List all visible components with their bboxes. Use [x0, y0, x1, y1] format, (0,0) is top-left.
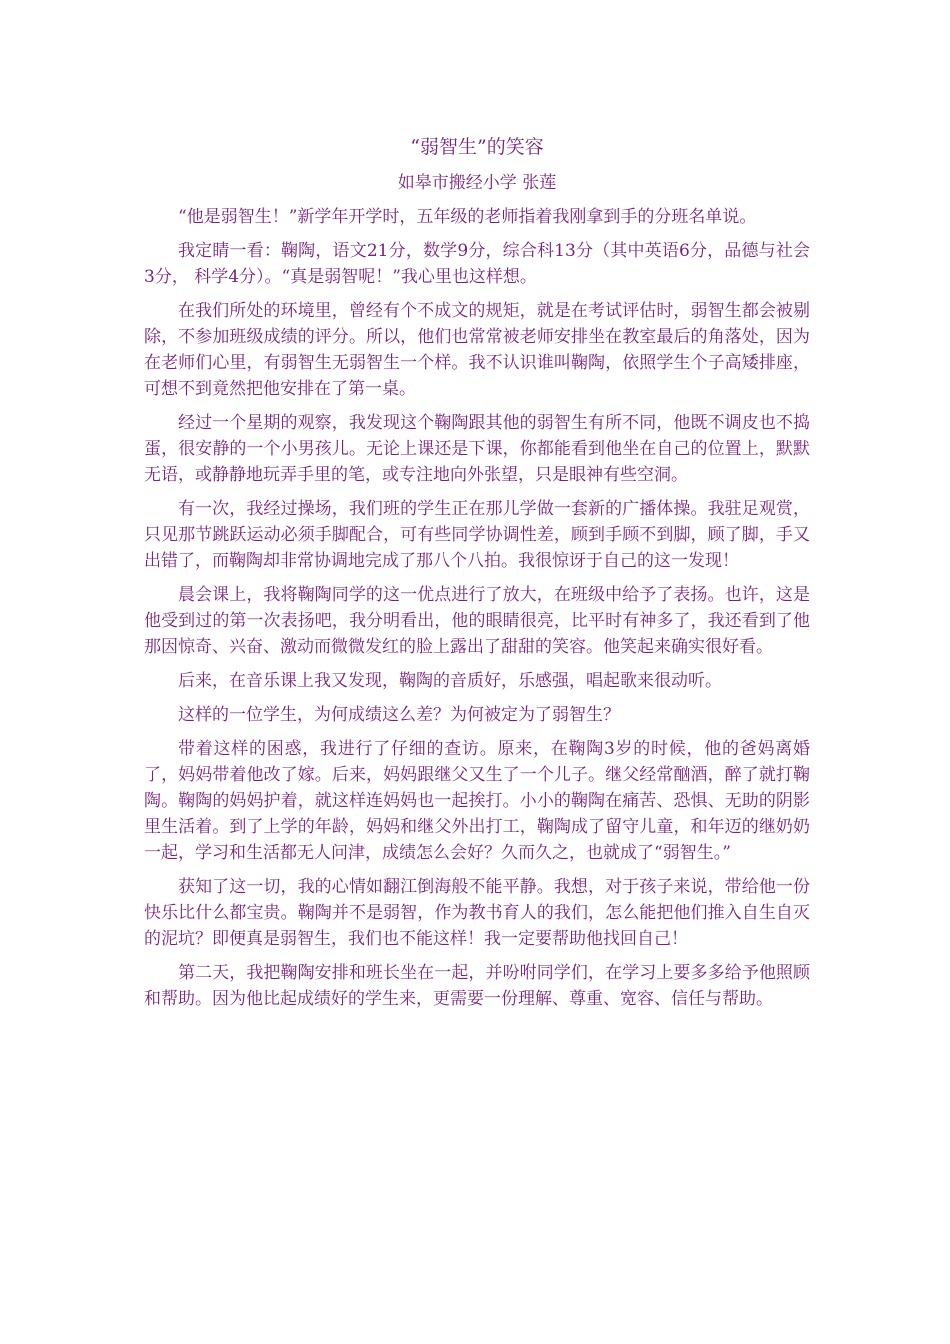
paragraph-11: 第二天，我把鞠陶安排和班长坐在一起，并吩咐同学们，在学习上要多多给予他照顾和帮助。因为他比起成绩好的学生来，更需要一份理解、尊重、宽容、信任与帮助。 [144, 963, 810, 1009]
paragraph-7: 后来，在音乐课上我又发现，鞠陶的音质好，乐感强，唱起歌来很动听。 [178, 671, 722, 691]
paragraph-8: 这样的一位学生，为何成绩这么差？为何被定为了弱智生？ [178, 705, 620, 725]
document-title: “弱智生”的笑容 [410, 136, 544, 158]
paragraph-6: 晨会课上，我将鞠陶同学的这一优点进行了放大，在班级中给予了表扬。也许，这是他受到过的第一次表扬吧，我分明看出，他的眼睛很亮，比平时有神多了，我还看到了他那因惊奇、兴奋、激动而微微发红的脸上露出了甜甜的笑容。他笑起来确实很好看。 [144, 585, 810, 657]
paragraph-4: 经过一个星期的观察，我发现这个鞠陶跟其他的弱智生有所不同，他既不调皮也不捣蛋，很安静的一个小男孩儿。无论上课还是下课，你都能看到他坐在自己的位置上，默默无语，或静静地玩弄手里的笔，或专注地向外张望，只是眼神有些空洞。 [144, 413, 810, 485]
paragraph-2: 我定睛一看：鞠陶，语文21分，数学9分，综合科13分（其中英语6分，品德与社会3分， 科学4分）。“真是弱智呢！”我心里也这样想。 [144, 241, 810, 287]
document-page [144, 132, 810, 1020]
paragraph-1: “他是弱智生！”新学年开学时，五年级的老师指着我刚拿到手的分班名单说。 [178, 207, 757, 227]
document-author: 如皋市搬经小学 张莲 [397, 173, 557, 193]
paragraph-5: 有一次，我经过操场，我们班的学生正在那儿学做一套新的广播体操。我驻足观赏，只见那节跳跃运动必须手脚配合，可有些同学协调性差，顾到手顾不到脚，顾了脚，手又出错了，而鞠陶却非常协调地完成了那八个八拍。我很惊讶于自己的这一发现！ [144, 499, 810, 571]
document-body [144, 204, 810, 1012]
paragraph-3: 在我们所处的环境里，曾经有个不成文的规矩，就是在考试评估时，弱智生都会被剔除，不参加班级成绩的评分。所以，他们也常常被老师安排坐在教室最后的角落处，因为在老师们心里，有弱智生无弱智生一个样。我不认识谁叫鞠陶，依照学生个子高矮排座，可想不到竟然把他安排在了第一桌。 [144, 301, 810, 399]
paragraph-9: 带着这样的困惑，我进行了仔细的查访。原来，在鞠陶3岁的时候，他的爸妈离婚了，妈妈带着他改了嫁。后来，妈妈跟继父又生了一个儿子。继父经常酗酒，醉了就打鞠陶。鞠陶的妈妈护着，就这样连妈妈也一起挨打。小小的鞠陶在痛苦、恐惧、无助的阴影里生活着。到了上学的年龄，妈妈和继父外出打工，鞠陶成了留守儿童，和年迈的继奶奶一起，学习和生活都无人问津，成绩怎么会好？久而久之，也就成了“弱智生。” [144, 739, 810, 863]
paragraph-10: 获知了这一切，我的心情如翻江倒海般不能平静。我想，对于孩子来说，带给他一份快乐比什么都宝贵。鞠陶并不是弱智，作为教书育人的我们，怎么能把他们推入自生自灭的泥坑？即便真是弱智生，我们也不能这样！我一定要帮助他找回自己！ [144, 877, 810, 949]
